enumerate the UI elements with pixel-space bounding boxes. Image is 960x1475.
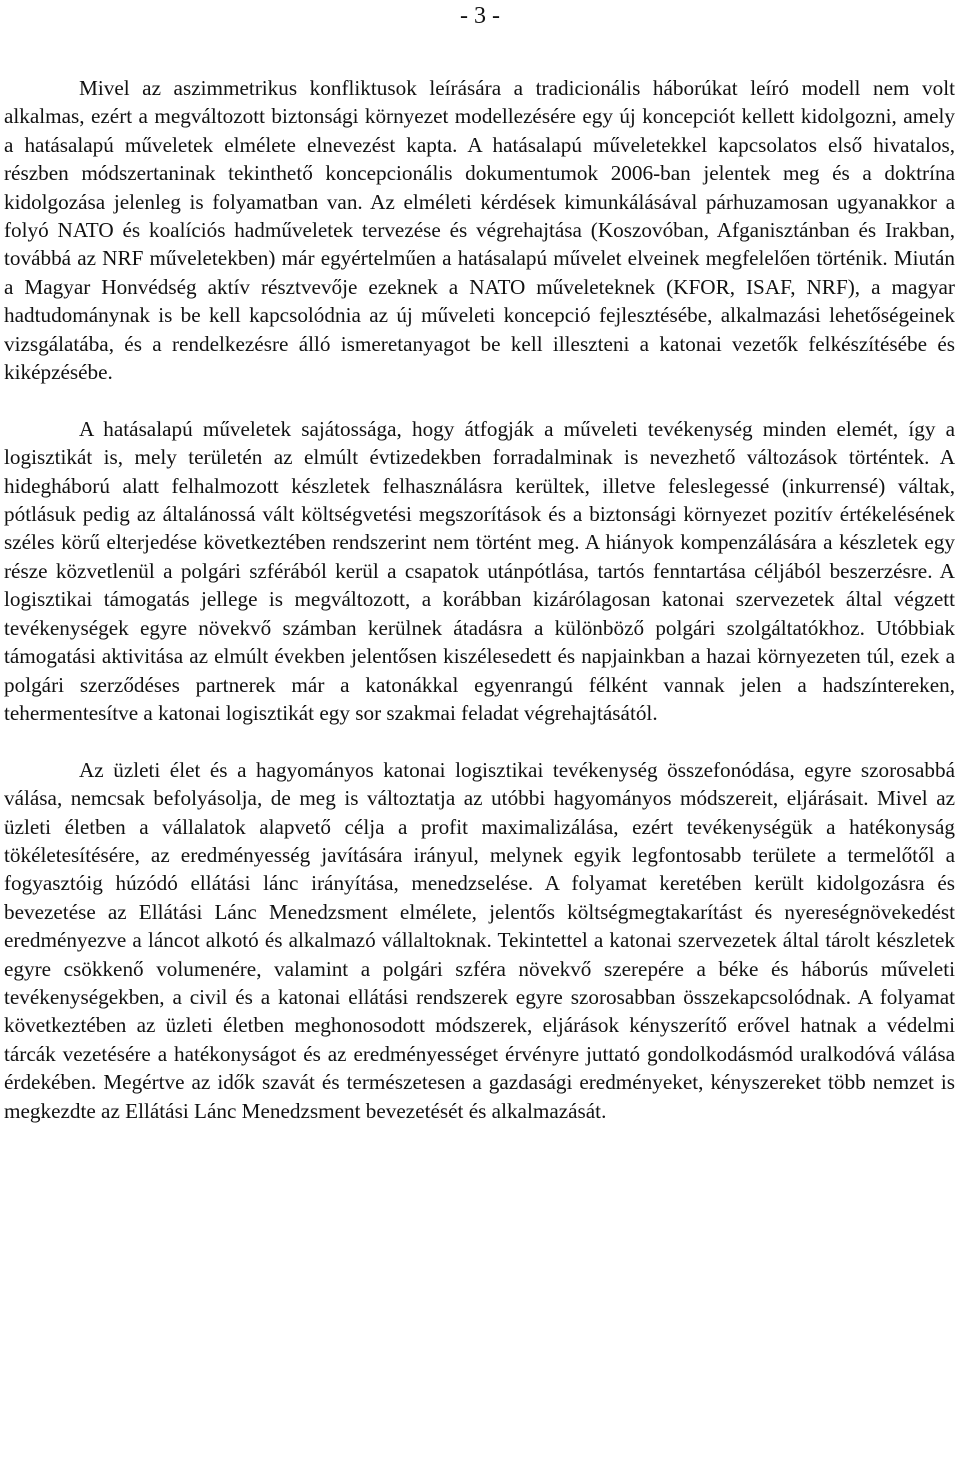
body-text — [4, 74, 955, 1125]
paragraph-asymmetric-conflicts: Mivel az aszimmetrikus konfliktusok leírására a tradicionális háborúkat leíró modell nem volt alkalmas, ezért a megváltozott biztonsági környezet modellezésére egy új koncepciót kellett kidolgozni, amely a hatásalapú műveletek elmélete elnevezést kapta. A hatásalapú műveletekkel kapcsolatos első hivatalos, részben módszertaninak tekinthető koncepcionális dokumentumok 2006-ban jelentek meg és a doktrína kidolgozása jelenleg is folyamatban van. Az elméleti kérdések kimunkálásával párhuzamosan ugyanakkor a folyó NATO és koalíciós hadműveletek tervezése és végrehajtása (Koszovóban, Afganisztánban és Irakban, továbbá az NRF műveletekben) már egyértelműen a hatásalapú művelet elveinek megfelelően történik. Miután a Magyar Honvédség aktív résztvevője ezeknek a NATO műveleteknek (KFOR, ISAF, NRF), a magyar hadtudománynak is be kell kapcsolódnia az új műveleti koncepció fejlesztésébe, alkalmazási lehetőségeinek vizsgálatába, és a rendelkezésre álló ismeretanyagot be kell illeszteni a katonai vezetők felkészítésébe és kiképzésébe. — [4, 76, 955, 385]
paragraph-supply-chain-management: Az üzleti élet és a hagyományos katonai logisztikai tevékenység összefonódása, egyre szorosabbá válása, nemcsak befolyásolja, de meg is változtatja az utóbbi hagyományos módszereit, eljárásait. Mivel az üzleti életben a vállalatok alapvető célja a profit maximalizálása, ezért tevékenységük a hatékonyság tökéletesítésére, az eredményesség javítására irányul, melynek egyik legfontosabb területe a termelőtől a fogyasztóig húzódó ellátási lánc irányítása, menedzselése. A folyamat keretében került kidolgozásra és bevezetése az Ellátási Lánc Menedzsment elmélete, jelentős költségmegtakarítást és nyereségnövekedést eredményezve a láncot alkotó és alkalmazó vállaltoknak. Tekintettel a katonai szervezetek által tárolt készletek egyre csökkenő volumenére, valamint a polgári szféra növekvő szerepére a béke és háborús műveleti tevékenységekben, a civil és a katonai ellátási rendszerek egyre szorosabban összekapcsolódnak. A folyamat következtében az üzleti életben meghonosodott módszerek, eljárások kényszerítő erővel hatnak a védelmi tárcák vezetésére a hatékonyságot és az eredményességet érvényre juttató gondolkodásmód uralkodóvá válása érdekében. Megértve az idők szavát és természetesen a gazdasági eredményeket, kényszereket több nemzet is megkezdte az Ellátási Lánc Menedzsment bevezetését és alkalmazását. — [4, 757, 955, 1123]
page-number: - 3 - — [460, 3, 500, 29]
paragraph-effects-based-logistics: A hatásalapú műveletek sajátossága, hogy átfogják a műveleti tevékenység minden elemét, így a logisztikát is, mely területén az elmúlt évtizedekben forradalminak is nevezhető változások történtek. A hidegháború alatt felhalmozott készletek felhasználásra kerültek, illetve feleslegessé (inkurrensé) váltak, pótlásuk pedig az általánossá vált költségvetési megszorítások és a biztonsági környezet pozitív értékelésének széles körű elterjedése következtében rendszerint nem történt meg. A hiányok kompenzálására a készletek egy része közvetlenül a polgári szférából kerül a csapatok utánpótlása, tartós fenntartása céljából beszerzésre. A logisztikai támogatás jellege is megváltozott, a korábban kizárólagosan katonai szervezetek által végzett tevékenységek egyre növekvő számban kerülnek átadásra a különböző polgári szolgáltatókhoz. Utóbbiak támogatási aktivitása az elmúlt években jelentősen kiszélesedett és napjainkban a hazai környezeten túl, ezek a polgári szerződéses partnerek már a katonákkal egyenrangú félként vannak jelen a hadszíntereken, tehermentesítve a katonai logisztikát egy sor szakmai feladat végrehajtásától. — [4, 416, 955, 725]
